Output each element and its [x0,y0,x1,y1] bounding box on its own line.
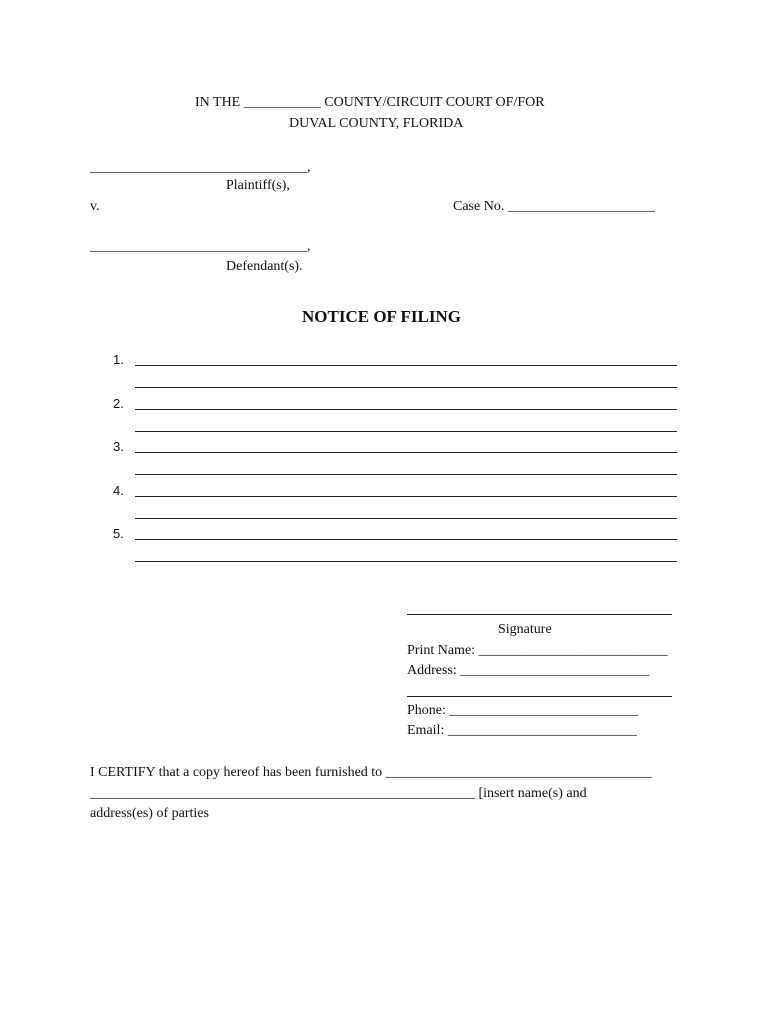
versus-label: v. [90,199,100,214]
address-line-2[interactable] [407,696,672,697]
item-number-3: 3. [113,439,124,454]
court-caption-line2: DUVAL COUNTY, FLORIDA [289,116,464,131]
defendant-name-field[interactable]: _______________________________, [90,239,311,254]
item-number-5: 5. [113,526,124,541]
defendant-label: Defendant(s). [226,259,303,274]
plaintiff-name-field[interactable]: _______________________________, [90,160,311,175]
print-name-field[interactable]: Print Name: ___________________________ [407,643,668,658]
email-field[interactable]: Email: ___________________________ [407,723,637,738]
item-1-line-2[interactable] [135,387,677,388]
item-2-line-2[interactable] [135,431,677,432]
item-number-4: 4. [113,483,124,498]
signature-line[interactable] [407,614,672,615]
item-2-line-1[interactable] [135,409,677,410]
item-5-line-2[interactable] [135,561,677,562]
address-field[interactable]: Address: ___________________________ [407,663,650,678]
court-caption-line1: IN THE ___________ COUNTY/CIRCUIT COURT OF/FOR [195,95,545,110]
item-number-1: 1. [113,352,124,367]
certify-line-2[interactable]: _______________________________________________________ [insert name(s) and [90,786,587,801]
phone-field[interactable]: Phone: ___________________________ [407,703,639,718]
item-4-line-1[interactable] [135,496,677,497]
certify-line-1[interactable]: I CERTIFY that a copy hereof has been furnished to ______________________________________ [90,765,652,780]
case-number-field[interactable]: Case No. _____________________ [453,199,655,214]
plaintiff-label: Plaintiff(s), [226,178,290,193]
item-1-line-1[interactable] [135,365,677,366]
item-3-line-2[interactable] [135,474,677,475]
item-3-line-1[interactable] [135,452,677,453]
document-title: NOTICE OF FILING [302,307,462,326]
item-number-2: 2. [113,396,124,411]
signature-label: Signature [498,622,552,637]
certify-line-3: address(es) of parties [90,806,209,821]
item-5-line-1[interactable] [135,539,677,540]
item-4-line-2[interactable] [135,518,677,519]
